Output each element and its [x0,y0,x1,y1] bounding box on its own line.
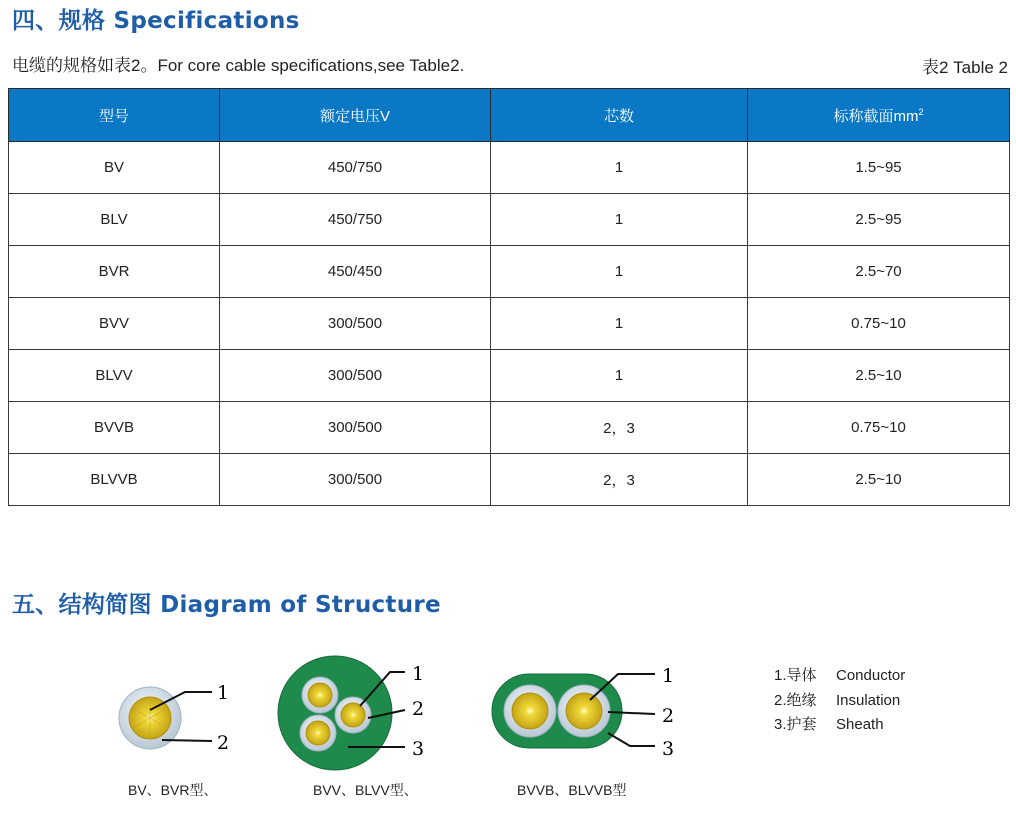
bvv-callout-2: 2 [412,698,425,720]
diagram-bv [119,682,229,754]
table-label: 表2 Table 2 [922,58,1008,77]
cell-model: BLVVB [9,454,220,506]
cell-voltage: 300/500 [220,454,491,506]
cell-cores: 1 [491,142,748,194]
bvv-callout-1: 1 [412,663,425,685]
legend-num: 1.导体 [774,667,817,684]
cell-voltage: 300/500 [220,402,491,454]
table-row [9,246,1010,298]
table-row [9,194,1010,246]
cell-model: BLVV [9,350,220,402]
cell-voltage: 450/750 [220,194,491,246]
legend-num: 3.护套 [774,716,817,733]
structure-legend [774,664,905,738]
bvv-core-3 [300,715,336,751]
cell-model: BLV [9,194,220,246]
bvv-core-2 [335,697,371,733]
diagram-bvvb [492,665,674,760]
bvv-callout-3: 3 [412,738,425,760]
structure-section-title: 五、结构简图 Diagram of Structure [12,592,441,618]
cell-cores: 1 [491,298,748,350]
cell-section: 0.75~10 [748,298,1010,350]
bvv-core-1 [302,677,338,713]
spec-intro: 电缆的规格如表2。For core cable specifications,see Table2. [12,56,465,75]
cell-cores: 2，3 [491,402,748,454]
cell-cores: 2，3 [491,454,748,506]
cell-model: BVV [9,298,220,350]
cell-section: 0.75~10 [748,402,1010,454]
spec-section-title: 四、规格 Specifications [12,8,300,34]
cell-section: 2.5~10 [748,350,1010,402]
bv-callout-2: 2 [217,732,230,754]
bvvb-callout-1: 1 [662,665,675,687]
table-row [9,454,1010,506]
bvvb-callout-2: 2 [662,705,675,727]
legend-num: 2.绝缘 [774,691,817,709]
caption-bvv: BVV、BLVV型、 [313,782,418,798]
cell-section: 2.5~10 [748,454,1010,506]
cell-model: BVR [9,246,220,298]
cell-voltage: 450/750 [220,142,491,194]
cell-cores: 1 [491,350,748,402]
legend-label: Insulation [836,691,901,709]
table-row [9,298,1010,350]
header-section-text: 标称截面mm [833,107,919,125]
table-row [9,142,1010,194]
table-row [9,350,1010,402]
cell-model: BVVB [9,402,220,454]
table-header-row [9,89,1010,142]
cell-cores: 1 [491,246,748,298]
table-row [9,402,1010,454]
header-section [748,89,1010,142]
cell-cores: 1 [491,194,748,246]
header-section-sup: 2 [918,106,924,117]
bvvb-leader-3 [608,733,655,746]
cell-model: BV [9,142,220,194]
cell-voltage: 450/450 [220,246,491,298]
caption-bvvb: BVVB、BLVVB型 [517,782,627,798]
legend-label: Conductor [836,667,906,684]
legend-item [774,713,905,738]
cell-section: 2.5~70 [748,246,1010,298]
bv-leader-2 [162,740,212,741]
cell-section: 1.5~95 [748,142,1010,194]
header-voltage: 额定电压V [220,89,491,142]
cell-voltage: 300/500 [220,298,491,350]
caption-bv: BV、BVR型、 [128,782,218,798]
bvvb-core-1 [504,685,556,737]
legend-label: Sheath [836,716,884,733]
legend-item [774,689,905,714]
diagram-bvv [278,656,424,770]
header-cores: 芯数 [491,89,748,142]
legend-item [774,664,905,689]
bvvb-core-2 [558,685,610,737]
header-model: 型号 [9,89,220,142]
cell-voltage: 300/500 [220,350,491,402]
bv-callout-1: 1 [217,682,230,704]
bvvb-callout-3: 3 [662,738,675,760]
cell-section: 2.5~95 [748,194,1010,246]
spec-table [8,88,1010,506]
